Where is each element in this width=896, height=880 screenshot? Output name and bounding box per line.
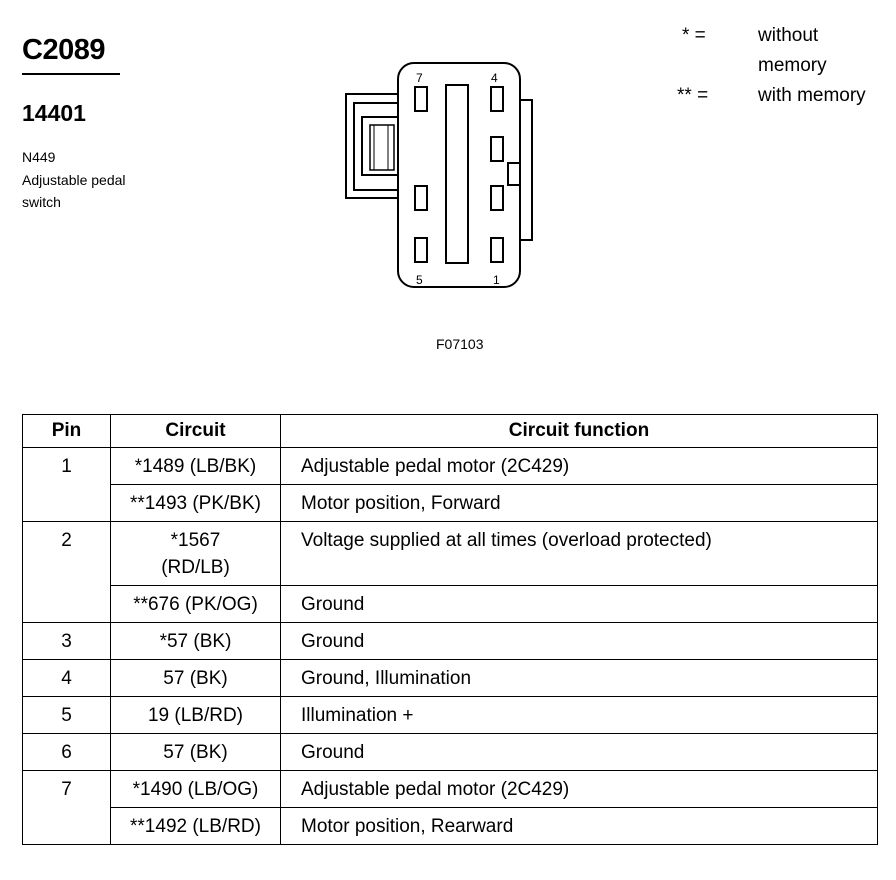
connector-id: C2089 bbox=[22, 34, 105, 66]
function-cell: Motor position, Forward bbox=[281, 485, 878, 522]
pin-cell: 3 bbox=[23, 623, 111, 660]
function-cell: Ground bbox=[281, 586, 878, 623]
title-underline bbox=[22, 73, 120, 75]
part-number: 14401 bbox=[22, 100, 86, 126]
table-row bbox=[23, 734, 878, 771]
function-cell: Ground, Illumination bbox=[281, 660, 878, 697]
circuit-cell: *1490 (LB/OG) bbox=[111, 771, 281, 808]
table-row bbox=[23, 623, 878, 660]
table-row bbox=[23, 660, 878, 697]
function-cell: Ground bbox=[281, 623, 878, 660]
table-row bbox=[23, 808, 878, 845]
table-row bbox=[23, 485, 878, 522]
circuit-cell: 57 (BK) bbox=[111, 660, 281, 697]
pin-cavity-7 bbox=[415, 87, 427, 111]
circuit-cell: 57 (BK) bbox=[111, 734, 281, 771]
circuit-line-2: (RD/LB) bbox=[161, 557, 230, 578]
pin-cavity-2 bbox=[491, 186, 503, 210]
function-cell: Adjustable pedal motor (2C429) bbox=[281, 771, 878, 808]
pin-cell: 2 bbox=[23, 522, 111, 623]
description-line-1: Adjustable pedal bbox=[22, 172, 126, 188]
function-cell: Motor position, Rearward bbox=[281, 808, 878, 845]
description-line-2: switch bbox=[22, 194, 61, 210]
circuit-cell: *57 (BK) bbox=[111, 623, 281, 660]
circuit-cell: 19 (LB/RD) bbox=[111, 697, 281, 734]
pin-cavity-6 bbox=[415, 186, 427, 210]
pin-label-4: 4 bbox=[491, 71, 498, 85]
figure-code: F07103 bbox=[436, 336, 484, 352]
legend-with-memory: with memory bbox=[758, 85, 866, 106]
function-cell: Voltage supplied at all times (overload protected) bbox=[281, 522, 878, 586]
circuit-cell: *1489 (LB/BK) bbox=[111, 448, 281, 485]
pin-label-1: 1 bbox=[493, 273, 500, 287]
legend-without-memory-line-2: memory bbox=[758, 55, 827, 76]
pin-cell: 7 bbox=[23, 771, 111, 845]
pin-cavity-3 bbox=[491, 137, 503, 161]
description-code: N449 bbox=[22, 149, 56, 165]
legend-single-asterisk: * = bbox=[682, 25, 706, 46]
table-row bbox=[23, 522, 878, 586]
circuit-cell: **1492 (LB/RD) bbox=[111, 808, 281, 845]
table-row bbox=[23, 697, 878, 734]
pin-cavity-1 bbox=[491, 238, 503, 262]
connector-side-tab bbox=[520, 100, 532, 240]
header-circuit-function: Circuit function bbox=[281, 415, 878, 448]
header-circuit: Circuit bbox=[111, 415, 281, 448]
function-cell: Adjustable pedal motor (2C429) bbox=[281, 448, 878, 485]
circuit-cell: **676 (PK/OG) bbox=[111, 586, 281, 623]
legend-without-memory-line-1: without bbox=[758, 25, 819, 46]
circuit-line-1: *1567 bbox=[170, 530, 221, 551]
connector-face-diagram bbox=[330, 55, 550, 295]
pin-cavity-5 bbox=[415, 238, 427, 262]
header-pin: Pin bbox=[23, 415, 111, 448]
pin-cell: 1 bbox=[23, 448, 111, 522]
pin-label-7: 7 bbox=[416, 71, 423, 85]
pin-label-5: 5 bbox=[416, 273, 423, 287]
connector-body bbox=[398, 63, 520, 287]
function-cell: Illumination + bbox=[281, 697, 878, 734]
function-cell: Ground bbox=[281, 734, 878, 771]
pin-cell: 4 bbox=[23, 660, 111, 697]
pin-cavity-4 bbox=[491, 87, 503, 111]
table-row bbox=[23, 586, 878, 623]
table-header-row bbox=[23, 415, 878, 448]
table-row bbox=[23, 771, 878, 808]
circuit-cell bbox=[111, 522, 281, 586]
pin-cell: 6 bbox=[23, 734, 111, 771]
pin-table bbox=[22, 414, 878, 845]
circuit-cell: **1493 (PK/BK) bbox=[111, 485, 281, 522]
table-row bbox=[23, 448, 878, 485]
pin-cell: 5 bbox=[23, 697, 111, 734]
legend-double-asterisk: ** = bbox=[677, 85, 709, 106]
